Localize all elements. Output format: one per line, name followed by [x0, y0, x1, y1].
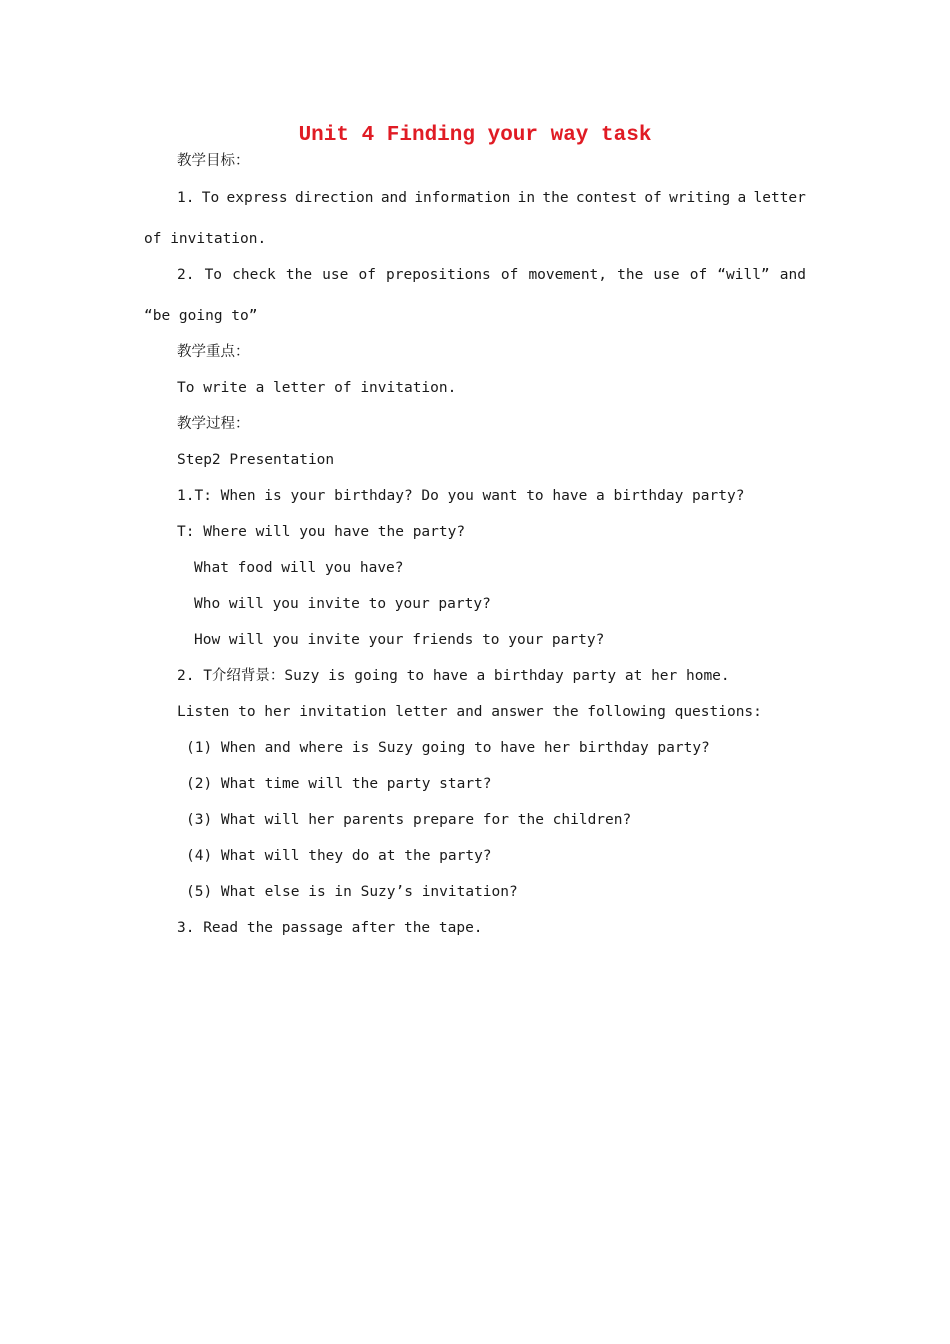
word: in	[517, 190, 536, 206]
word: the	[617, 267, 644, 283]
word: the	[542, 190, 569, 206]
word: contest	[575, 190, 638, 206]
background-item: 2. T介绍背景：Suzy is going to have a birthday party at her home.	[177, 668, 730, 684]
word: check	[232, 267, 276, 283]
word: writing	[669, 190, 731, 206]
objective-2-continuation: “be going to”	[144, 308, 258, 324]
word: movement,	[528, 267, 608, 283]
word: of	[500, 267, 519, 283]
word: and	[380, 190, 408, 206]
step-heading: Step2 Presentation	[177, 452, 335, 468]
word: information	[414, 190, 511, 206]
word: To	[204, 267, 223, 283]
word: express	[226, 190, 288, 206]
document-title: Unit 4 Finding your way task	[298, 124, 652, 147]
objective-1-line	[177, 188, 806, 208]
question-line: Who will you invite to your party?	[194, 596, 491, 612]
heading-objectives: 教学目标：	[177, 153, 250, 169]
word: use	[653, 267, 680, 283]
word: letter	[753, 190, 806, 206]
key-point: To write a letter of invitation.	[177, 380, 457, 396]
numbered-question: (1) When and where is Suzy going to have her birthday party?	[186, 740, 710, 756]
word: 2.	[177, 267, 195, 283]
word: of	[358, 267, 376, 283]
question-line: T: Where will you have the party?	[177, 524, 466, 540]
read-item: 3. Read the passage after the tape.	[177, 920, 483, 936]
word: a	[737, 190, 747, 206]
numbered-question: (3) What will her parents prepare for the children?	[186, 812, 632, 828]
word: “will”	[717, 267, 770, 283]
question-line: 1.T: When is your birthday? Do you want to have a birthday party?	[177, 488, 745, 504]
objective-1-continuation: of invitation.	[144, 231, 267, 247]
numbered-question: (5) What else is in Suzy’s invitation?	[186, 884, 518, 900]
listen-instruction: Listen to her invitation letter and answer the following questions:	[177, 704, 762, 720]
heading-process: 教学过程：	[177, 416, 250, 432]
objective-2-line	[177, 265, 806, 285]
word: the	[285, 267, 313, 283]
word: 1.	[177, 190, 195, 206]
word: direction	[294, 190, 374, 206]
word: of	[689, 267, 708, 283]
heading-key-points: 教学重点：	[177, 344, 250, 360]
word: and	[779, 267, 806, 283]
numbered-question: (2) What time will the party start?	[186, 776, 492, 792]
numbered-question: (4) What will they do at the party?	[186, 848, 492, 864]
question-line: How will you invite your friends to your party?	[194, 632, 605, 648]
word: To	[201, 190, 220, 206]
question-line: What food will you have?	[194, 560, 404, 576]
word: prepositions	[386, 267, 491, 283]
word: of	[644, 190, 662, 206]
word: use	[322, 267, 349, 283]
